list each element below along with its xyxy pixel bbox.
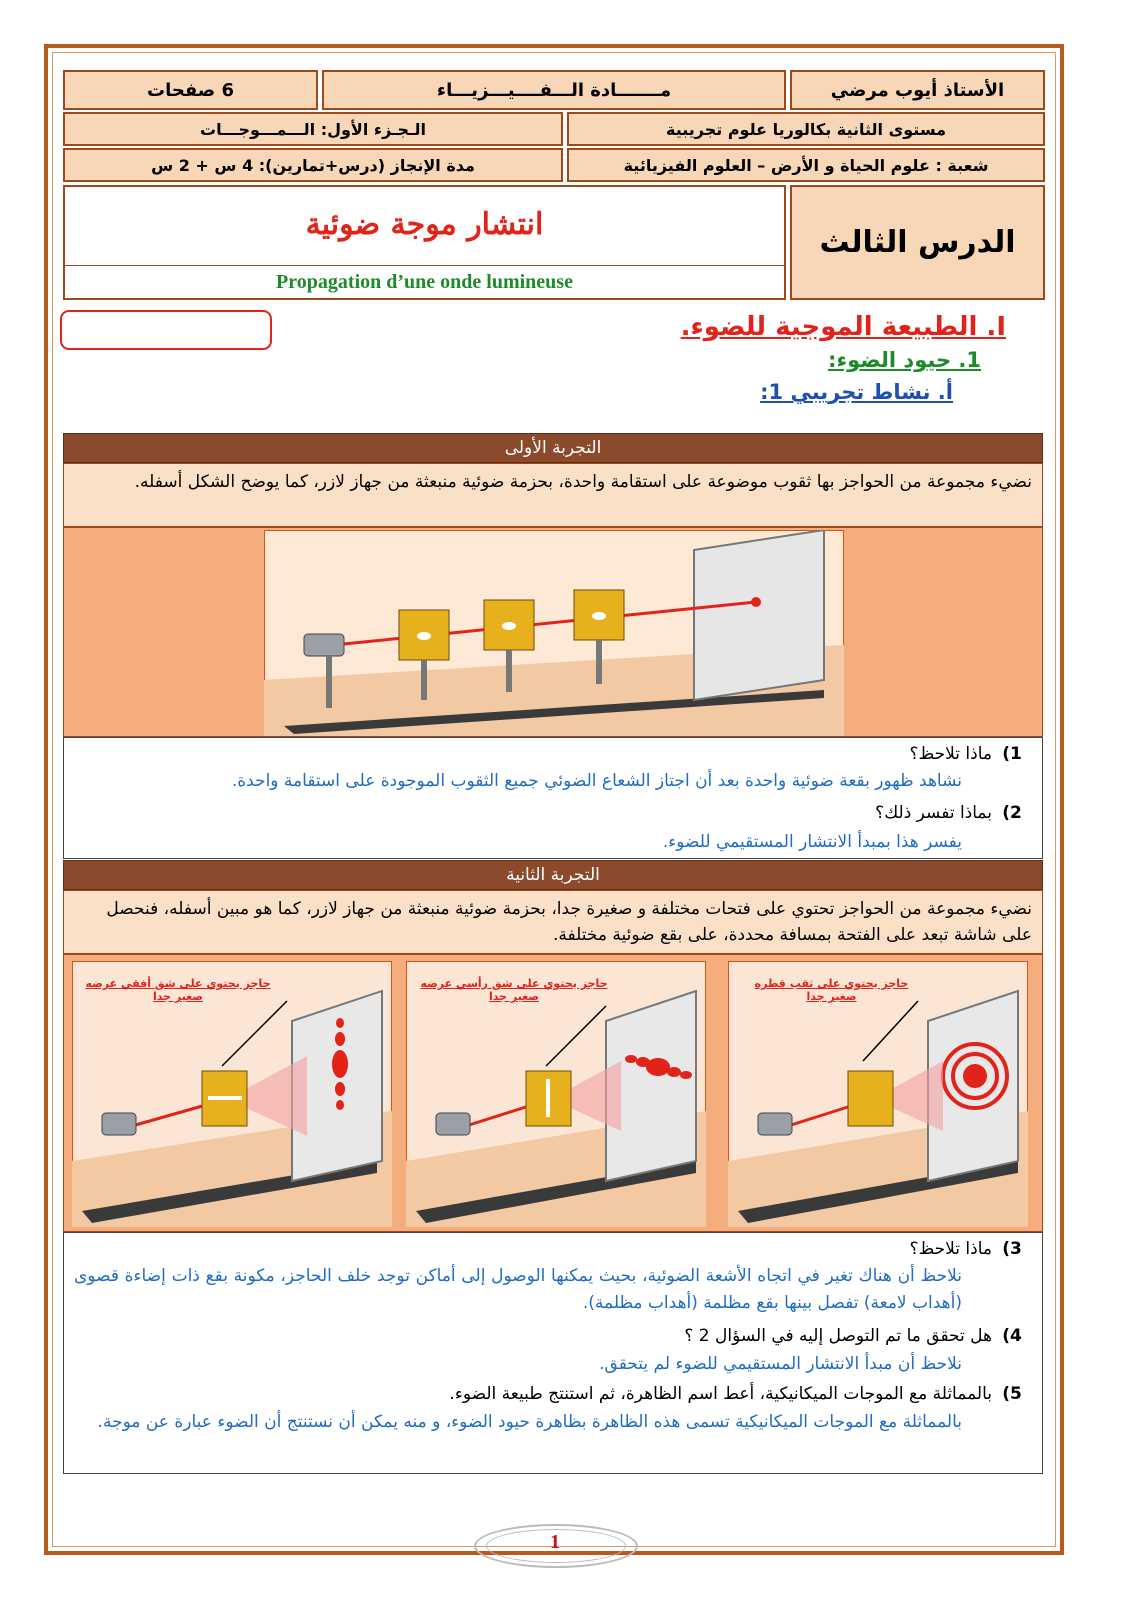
title-arabic: انتشار موجة ضوئية <box>305 207 544 242</box>
answer-4: نلاحظ أن مبدأ الانتشار المستقيمي للضوء لم يتحقق. <box>599 1354 962 1374</box>
answer-1: نشاهد ظهور بقعة ضوئية واحدة بعد أن اجتاز الشعاع الضوئي جميع الثقوب الموجودة على استقامة واحدة. <box>231 771 962 791</box>
label-hole: حاجز يحتوي على ثقب قطره صغير جدا <box>754 977 909 1003</box>
question-number: 2) <box>1002 803 1022 823</box>
question-number: 3) <box>1002 1239 1022 1259</box>
duration-cell: مدة الإنجاز (درس+تمارين): 4 س + 2 س <box>63 148 563 182</box>
section-heading-1: I. الطبيعة الموجية للضوء. <box>680 312 1006 342</box>
exp1-questions <box>63 737 1043 859</box>
question-4 <box>684 1323 1032 1350</box>
teacher-cell: الأستاذ أيوب مرضي <box>790 70 1045 110</box>
exp2-text: نضيء مجموعة من الحواجز تحتوي على فتحات مختلفة و صغيرة جدا، بحزمة ضوئية منبعثة من جهاز لازر، كما هو مبين أسفله، فنحصل على شاشة تبعد على الفتحة بمسافة محددة، على بقع ضوئية مختلفة. <box>63 890 1043 954</box>
question-number: 4) <box>1002 1326 1022 1346</box>
answer-3: نلاحظ أن هناك تغير في اتجاه الأشعة الضوئية، بحيث يمكنها الوصول إلى أماكن توجد خلف الحاجز، مكونة بقع ذات إضاءة قصوى (أهداب لامعة) تفصل بينها بقع مظلمة (أهداب مظلمة). <box>74 1266 962 1313</box>
exp1-figure-row <box>63 527 1043 737</box>
answer-2: يفسر هذا بمبدأ الانتشار المستقيمي للضوء. <box>662 832 962 852</box>
exp1-title: التجربة الأولى <box>63 433 1043 463</box>
exp2-figure-row <box>63 954 1043 1232</box>
question-text: بالمماثلة مع الموجات الميكانيكية، أعط اسم الظاهرة، ثم استنتج طبيعة الضوء. <box>449 1384 992 1404</box>
question-text: ماذا تلاحظ؟ <box>909 1239 992 1259</box>
part-cell: الـجـزء الأول: الـــمـــوجـــات <box>63 112 563 146</box>
question-5 <box>449 1381 1032 1408</box>
question-1 <box>909 741 1032 768</box>
exp2-title: التجربة الثانية <box>63 860 1043 890</box>
level-cell: مستوى الثانية بكالوريا علوم تجريبية <box>567 112 1045 146</box>
branch-cell: شعبة : علوم الحياة و الأرض – العلوم الفيزيائية <box>567 148 1045 182</box>
section-heading-1-1-a: أ. نشاط تجريبي 1: <box>760 380 953 404</box>
page-number: 1 <box>550 1531 560 1553</box>
question-3 <box>909 1236 1032 1263</box>
question-number: 5) <box>1002 1384 1022 1404</box>
lesson-number: الدرس الثالث <box>790 185 1045 300</box>
question-number: 1) <box>1002 744 1022 764</box>
exp2-questions <box>63 1232 1043 1474</box>
answer-5: بالمماثلة مع الموجات الميكانيكية تسمى هذه الظاهرة بظاهرة حيود الضوء، و منه يمكن أن نستنتج أن الضوء عبارة عن موجة. <box>97 1412 962 1432</box>
question-text: هل تحقق ما تم التوصل إليه في السؤال 2 ؟ <box>684 1326 992 1346</box>
subject-cell: مـــــــادة الـــفــــيـــزيـــاء <box>322 70 786 110</box>
label-vertical-slit: حاجز يحتوي على شق رأسي عرضه صغير جدا <box>420 977 608 1003</box>
label-horizontal-slit: حاجز يحتوي على شق أفقي عرضه صغير جدا <box>85 977 271 1003</box>
title-french: Propagation d’une onde lumineuse <box>276 271 573 293</box>
pages-cell: 6 صفحات <box>63 70 318 110</box>
exp1-figure <box>264 530 844 736</box>
question-text: بماذا تفسر ذلك؟ <box>875 803 992 823</box>
title-box <box>63 185 786 300</box>
question-2 <box>875 800 1032 827</box>
exp1-text: نضيء مجموعة من الحواجز بها ثقوب موضوعة على استقامة واحدة، بحزمة ضوئية منبعثة من جهاز لازر، كما يوضح الشكل أسفله. <box>63 463 1043 527</box>
section-heading-1-1: 1. حيود الضوء: <box>828 348 981 372</box>
question-text: ماذا تلاحظ؟ <box>909 744 992 764</box>
red-frame-box <box>60 310 272 350</box>
title-divider <box>65 265 784 266</box>
